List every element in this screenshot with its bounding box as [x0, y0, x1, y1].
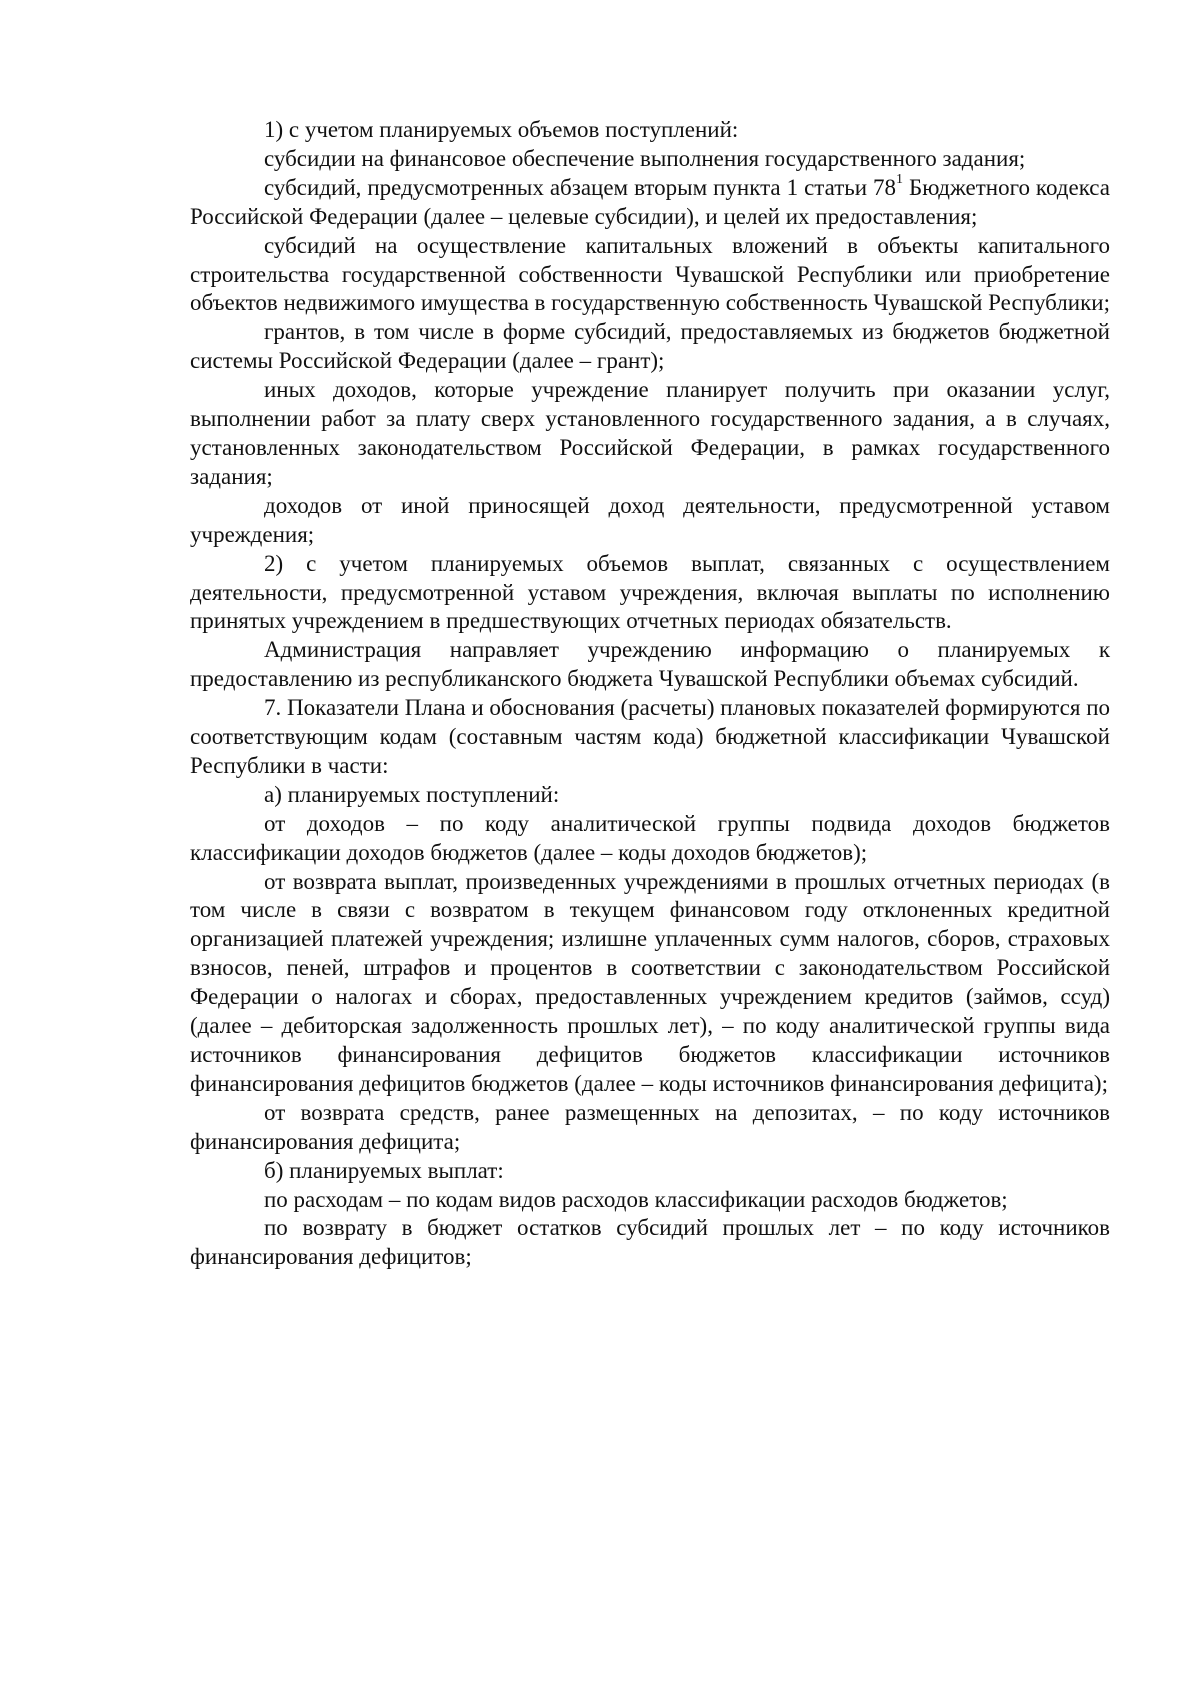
- paragraph-14: от возврата средств, ранее размещенных на депозитах, – по коду источников финансирования дефицита;: [190, 1099, 1110, 1154]
- paragraph-6: иных доходов, которые учреждение планирует получить при оказании услуг, выполнении работ за плату сверх установленного государственного задания, а в случаях, установленных законодательством Российской Федерации, в рамках государственного задания;: [190, 377, 1110, 489]
- paragraph-12: от доходов – по коду аналитической группы подвида доходов бюджетов классификации доходов бюджетов (далее – коды доходов бюджетов);: [190, 810, 1110, 865]
- paragraph-1: 1) с учетом планируемых объемов поступлений:: [264, 117, 739, 142]
- paragraph-4: субсидий на осуществление капитальных вложений в объекты капитального строительства государственной собственности Чувашской Республики или приобретение объектов недвижимого имущества в государственную собственность Чувашской Республики;: [190, 232, 1110, 316]
- paragraph-5: грантов, в том числе в форме субсидий, предоставляемых из бюджетов бюджетной системы Российской Федерации (далее – грант);: [190, 319, 1110, 374]
- paragraph-3-text-after: Бюджетного кодекса Российской Федерации (далее – целевые субсидии), и целей их предоставления;: [190, 174, 1110, 229]
- paragraph-3-text-before: субсидий, предусмотренных абзацем вторым пункта 1 статьи 78: [264, 174, 897, 200]
- document-body: [190, 116, 1110, 1272]
- paragraph-3: [190, 174, 1110, 232]
- paragraph-11: а) планируемых поступлений:: [264, 781, 560, 807]
- paragraph-10: 7. Показатели Плана и обоснования (расчеты) плановых показателей формируются по соответствующим кодам (составным частям кода) бюджетной классификации Чувашской Республики в части:: [190, 695, 1110, 778]
- paragraph-2: субсидии на финансовое обеспечение выполнения государственного задания;: [264, 145, 1026, 171]
- paragraph-8: 2) с учетом планируемых объемов выплат, связанных с осуществлением деятельности, предусмотренной уставом учреждения, включая выплаты по исполнению принятых учреждением в предшествующих отчетных периодах обязательств.: [190, 550, 1110, 634]
- paragraph-16: по расходам – по кодам видов расходов классификации расходов бюджетов;: [264, 1186, 1008, 1212]
- superscript-article-number: 1: [896, 172, 904, 188]
- paragraph-7: доходов от иной приносящей доход деятельности, предусмотренной уставом учреждения;: [190, 492, 1110, 547]
- paragraph-13: от возврата выплат, произведенных учреждениями в прошлых отчетных периодах (в том числе в связи с возвратом в текущем финансовом году отклоненных кредитной организацией платежей учреждения; излишне уплаченных сумм налогов, сборов, страховых взносов, пеней, штрафов и процентов в соответствии с законодательством Российской Федерации о налогах и сборах, предоставленных учреждением кредитов (займов, ссуд) (далее – дебиторская задолженность прошлых лет), – по коду аналитической группы вида источников финансирования дефицитов бюджетов классификации источников финансирования дефицитов бюджетов (далее – коды источников финансирования дефицита);: [190, 868, 1110, 1096]
- paragraph-15: б) планируемых выплат:: [264, 1157, 504, 1183]
- paragraph-17: по возврату в бюджет остатков субсидий прошлых лет – по коду источников финансирования дефицитов;: [190, 1215, 1110, 1270]
- paragraph-9: Администрация направляет учреждению информацию о планируемых к предоставлению из республиканского бюджета Чувашской Республики объемах субсидий.: [190, 637, 1110, 692]
